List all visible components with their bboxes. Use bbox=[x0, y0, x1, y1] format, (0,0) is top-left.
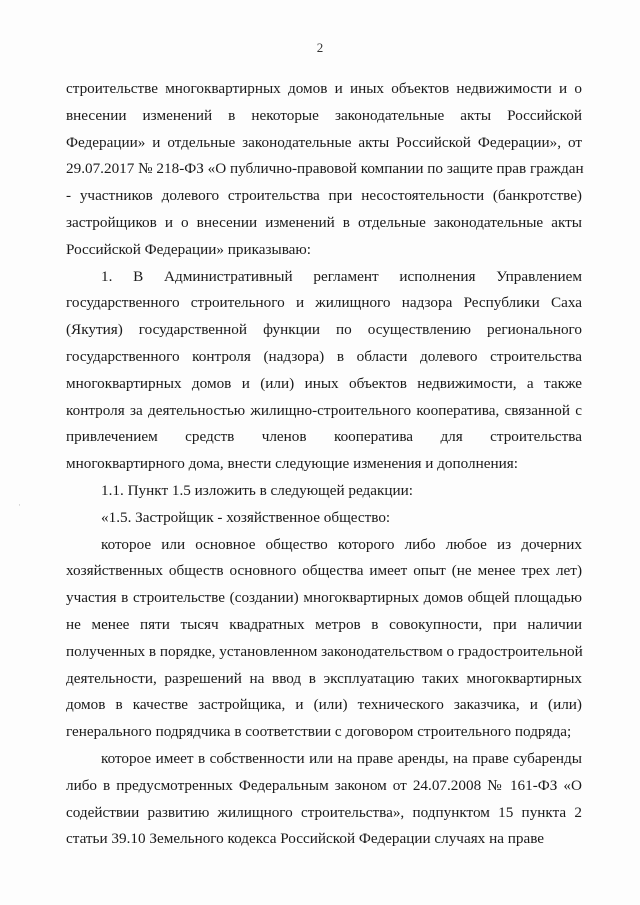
text-line: (Якутия) государственной функции по осуществлению регионального bbox=[66, 321, 582, 339]
text-line: деятельности, разрешений на ввод в эксплуатацию таких многоквартирных bbox=[66, 669, 582, 687]
text-line: участия в строительстве (создании) многоквартирных домов общей площадью bbox=[66, 589, 582, 607]
text-line: либо в предусмотренных Федеральным законом от 24.07.2008 № 161-ФЗ «О bbox=[66, 776, 582, 794]
document-body bbox=[66, 76, 582, 853]
text-line: Федерации» и отдельные законодательные акты Российской Федерации», от bbox=[66, 133, 582, 151]
page-number: 2 bbox=[316, 40, 324, 55]
paragraph-item-1-1 bbox=[66, 478, 582, 505]
paragraph-item-1 bbox=[66, 264, 582, 478]
text-line: застройщиков и о внесении изменений в отдельные законодательные акты bbox=[66, 213, 582, 231]
text-line: не менее пяти тысяч квадратных метров в совокупности, при наличии bbox=[66, 615, 582, 633]
text-line: 29.07.2017 № 218-ФЗ «О публично-правовой компании по защите прав граждан bbox=[66, 160, 584, 178]
text-line: государственного контроля (надзора) в области долевого строительства bbox=[66, 347, 582, 365]
text-line: домов в качестве застройщика, и (или) технического заказчика, и (или) bbox=[66, 696, 582, 714]
text-line: государственного строительного и жилищного надзора Республики Саха bbox=[66, 294, 582, 312]
text-line: многоквартирного дома, внести следующие изменения и дополнения: bbox=[66, 455, 518, 473]
text-line: генерального подрядчика в соответствии с договором строительного подряда; bbox=[66, 723, 572, 741]
text-line: которое или основное общество которого либо любое из дочерних bbox=[101, 535, 582, 553]
text-line: Российской Федерации» приказываю: bbox=[66, 240, 311, 258]
text-line: привлечением средств членов кооператива для строительства bbox=[66, 428, 582, 446]
text-line: которое имеет в собственности или на праве аренды, на праве субаренды bbox=[101, 749, 582, 767]
text-line: статьи 39.10 Земельного кодекса Российской Федерации случаях на праве bbox=[66, 830, 545, 848]
text-line: содействии развитию жилищного строительства», подпунктом 15 пункта 2 bbox=[66, 803, 582, 821]
text-line: хозяйственных обществ основного общества имеет опыт (не менее трех лет) bbox=[66, 562, 582, 580]
scan-mark: · bbox=[18, 500, 21, 510]
text-line: - участников долевого строительства при несостоятельности (банкротстве) bbox=[66, 187, 582, 205]
paragraph-intro bbox=[66, 76, 582, 264]
text-line: контроля за деятельностью жилищно-строительного кооператива, связанной с bbox=[66, 401, 582, 419]
paragraph-condition-2 bbox=[66, 746, 582, 853]
text-line: внесении изменений в некоторые законодательные акты Российской bbox=[66, 106, 582, 124]
text-line: многоквартирных домов и (или) иных объектов недвижимости, а также bbox=[66, 374, 582, 392]
text-line: «1.5. Застройщик - хозяйственное общество: bbox=[101, 508, 391, 526]
paragraph-condition-1 bbox=[66, 532, 582, 746]
text-line: 1. В Административный регламент исполнения Управлением bbox=[101, 267, 582, 285]
text-line: полученных в порядке, установленном законодательством о градостроительной bbox=[66, 642, 583, 660]
text-line: строительстве многоквартирных домов и иных объектов недвижимости и о bbox=[66, 80, 582, 97]
text-line: 1.1. Пункт 1.5 изложить в следующей редакции: bbox=[101, 481, 414, 499]
paragraph-item-1-5 bbox=[66, 505, 582, 532]
